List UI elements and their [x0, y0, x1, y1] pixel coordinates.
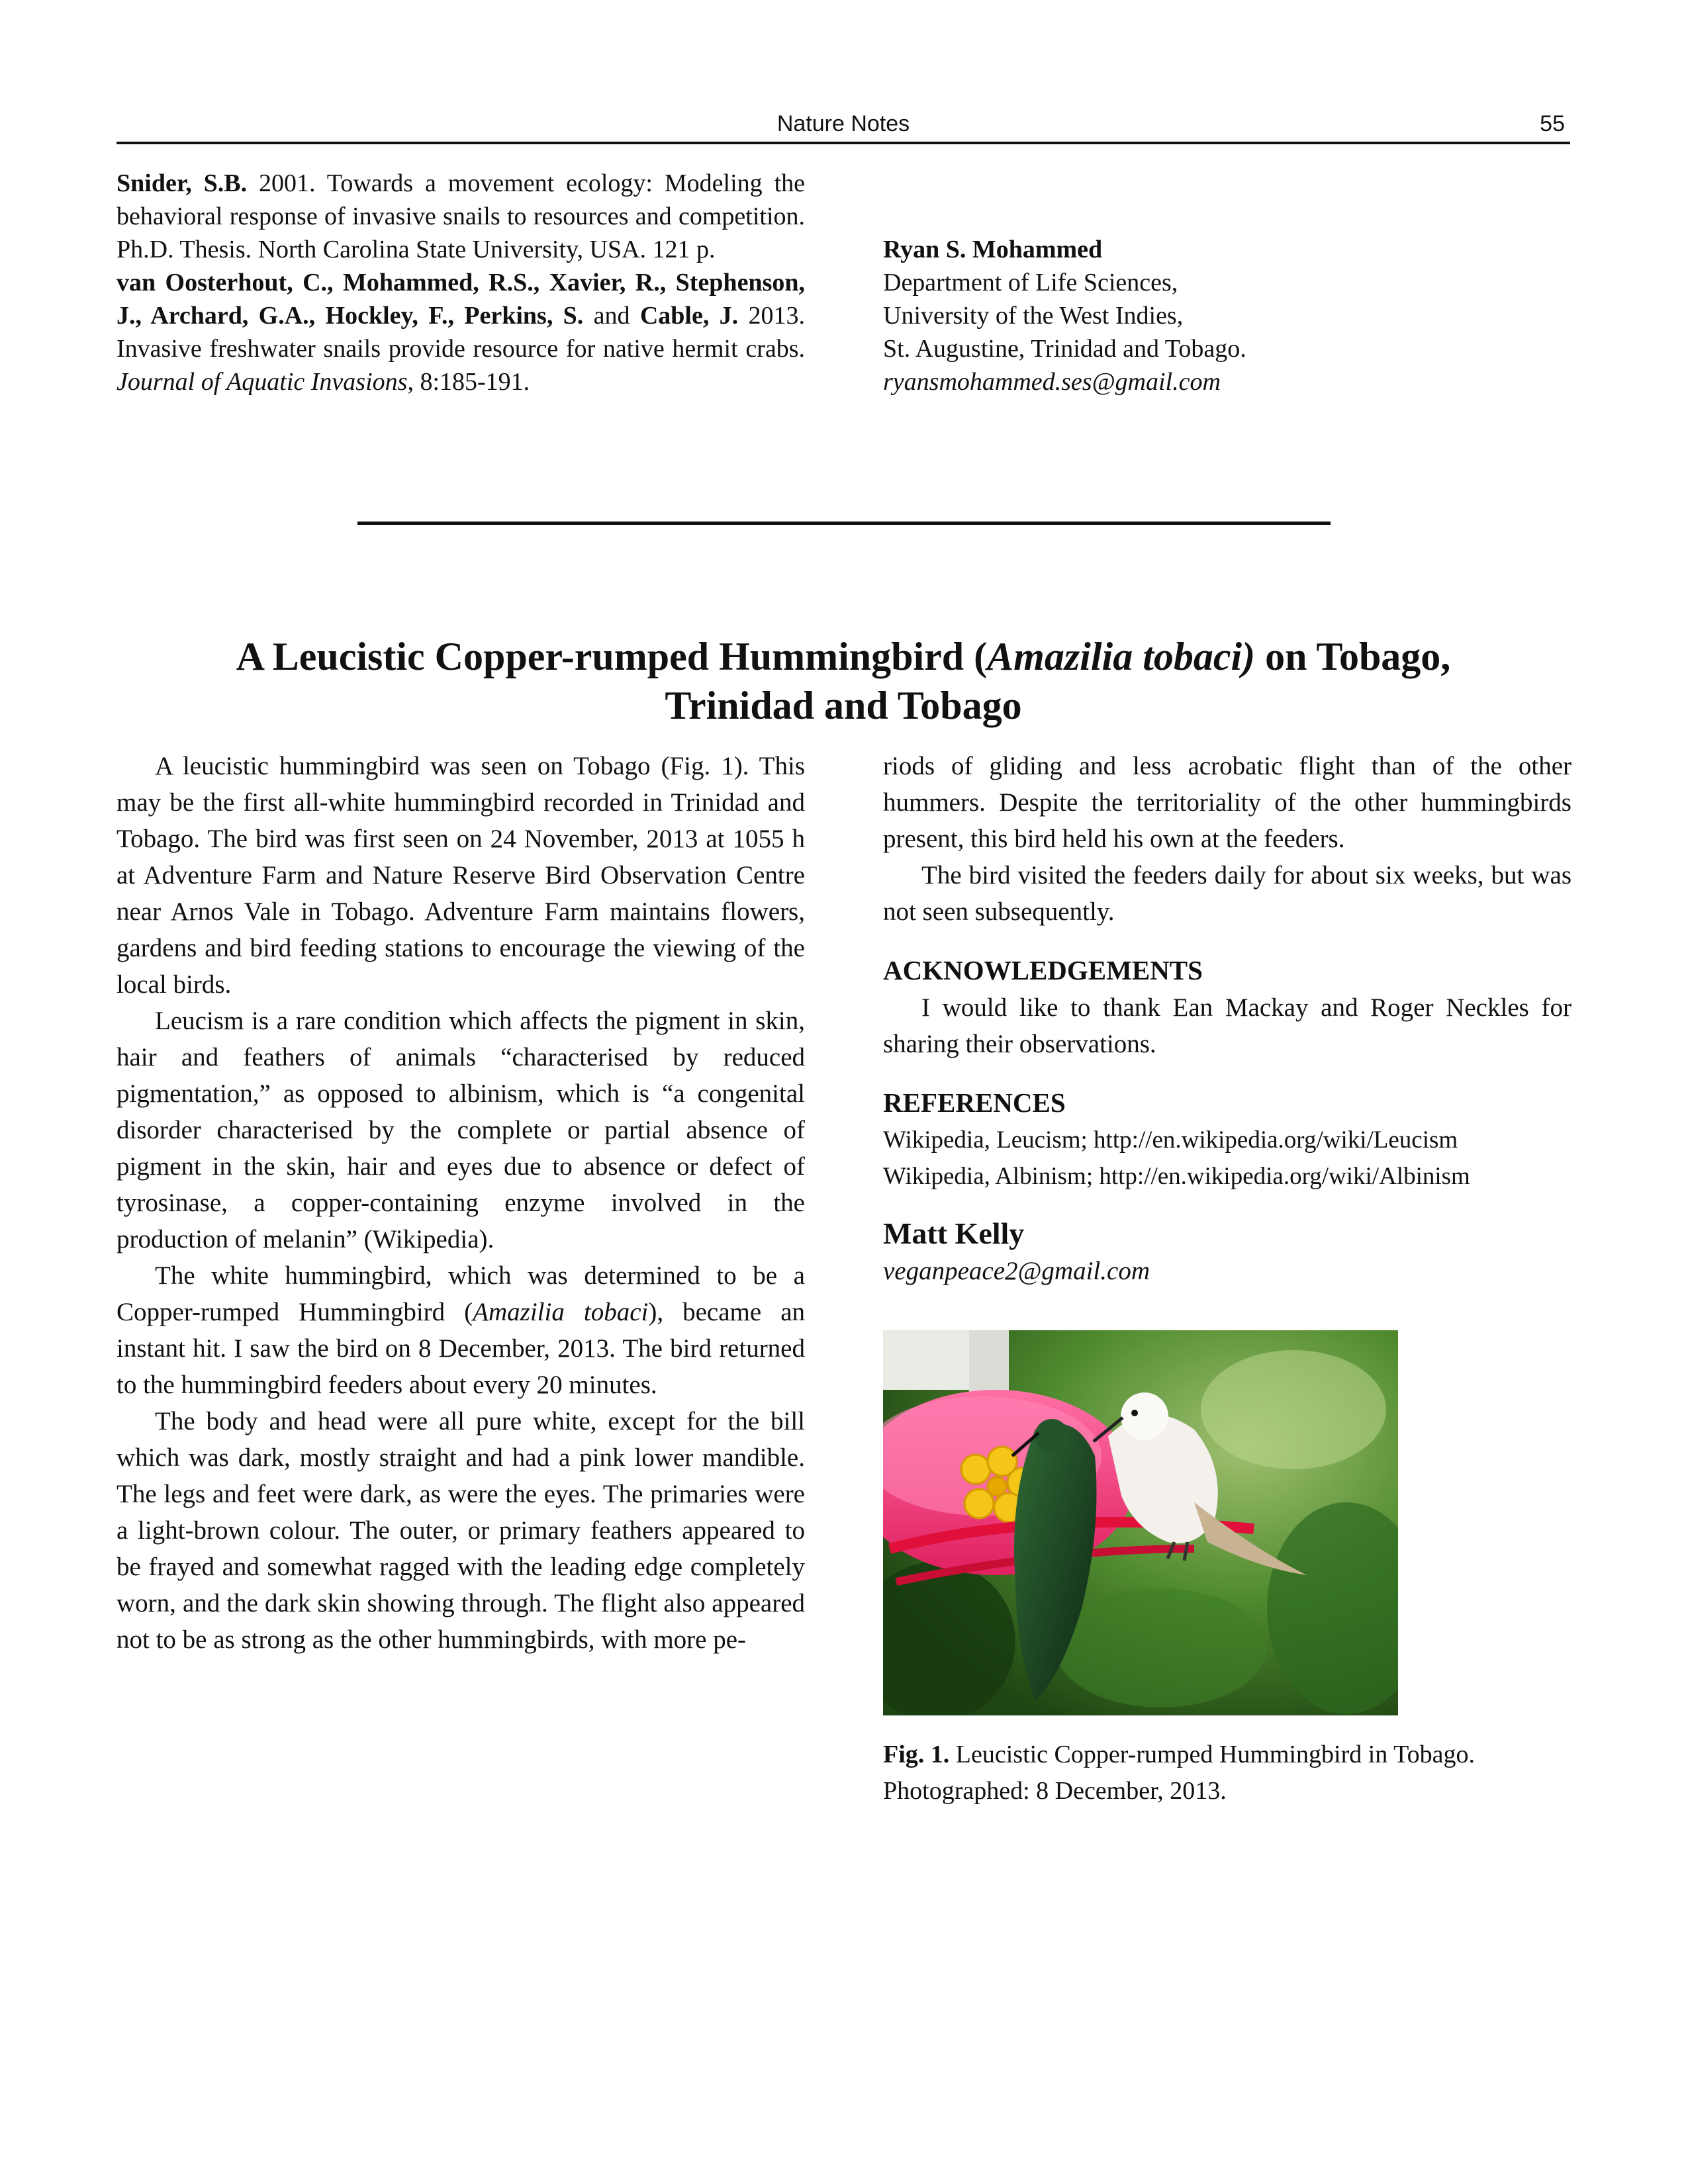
article-title: A Leucistic Copper-rumped Hummingbird (Amazilia tobaci) on Tobago, Trinidad and Tobago: [236, 635, 1451, 727]
figure-1-caption: Fig. 1. Leucistic Copper-rumped Hummingbird in Tobago. Photographed: 8 December, 2013.: [883, 1741, 1476, 1805]
journal-name: Nature Notes: [776, 111, 910, 136]
paragraph-2: Leucism is a rare condition which affects the pigment in skin, hair and feathers of animals “characterised by reduced pigmentation,” as opposed to albinism, which is “a congenital disorder characterised by the complete or partial absence of pigment in the skin, hair and eyes due to absence or defect of tyrosinase, a copper-containing enzyme involved in the production of melanin” (Wikipedia).: [117, 1007, 805, 1253]
running-header: [117, 111, 1570, 144]
paragraph-4-end: riods of gliding and less acrobatic flight than of the other hummers. Despite the territoriality of the other hummingbirds present, this bird held his own at the feeders.: [883, 752, 1571, 853]
reference-snider: Snider, S.B. 2001. Towards a movement ecology: Modeling the behavioral response of invasive snails to resources and competition. Ph.D. Thesis. North Carolina State University, USA. 121 p.: [117, 169, 805, 263]
reference-albinism: Wikipedia, Albinism; http://en.wikipedia.org/wiki/Albinism: [883, 1163, 1470, 1190]
paragraph-1: A leucistic hummingbird was seen on Tobago (Fig. 1). This may be the first all-white hummingbird recorded in Trinidad and Tobago. The bird was first seen on 24 November, 2013 at 1055 h at Adventure Farm and Nature Reserve Bird Observation Centre near Arnos Vale in Tobago. Adventure Farm maintains flowers, gardens and bird feeding stations to encourage the viewing of the local birds.: [117, 752, 805, 999]
previous-author-block: [883, 167, 1571, 398]
reference-leucism: Wikipedia, Leucism; http://en.wikipedia.org/wiki/Leucism: [883, 1126, 1458, 1154]
continued-reference-spacer: [883, 167, 1571, 233]
body-left-column: [117, 748, 805, 1658]
references-heading: REFERENCES: [883, 1087, 1066, 1118]
previous-author-dept: Department of Life Sciences,: [883, 269, 1178, 296]
article-separator-rule: [357, 522, 1331, 525]
paragraph-4-start: The body and head were all pure white, except for the bill which was dark, mostly straight and had a pink lower mandible. The legs and feet were dark, as were the eyes. The primaries were a light-brown colour. The outer, or primary feathers appeared to be frayed and somewhat ragged with the leading edge completely worn, and the dark skin showing through. The flight also appeared not to be as strong as the other hummingbirds, with more pe-: [117, 1407, 805, 1654]
hummingbird-photo: [883, 1330, 1398, 1715]
author-email: veganpeace2@gmail.com: [883, 1257, 1150, 1285]
author-name: Matt Kelly: [883, 1216, 1025, 1250]
reference-van-oosterhout: van Oosterhout, C., Mohammed, R.S., Xavier, R., Stephenson, J., Archard, G.A., Hockley, F., Perkins, S. and Cable, J. 2013. Invasive freshwater snails provide resource for native hermit crabs. Journal of Aquatic Invasions, 8:185-191.: [117, 269, 806, 396]
paragraph-5: The bird visited the feeders daily for about six weeks, but was not seen subsequently.: [883, 861, 1571, 926]
body-right-column: [883, 748, 1571, 1289]
acknowledgements-text: I would like to thank Ean Mackay and Roger Neckles for sharing their observations.: [883, 993, 1571, 1058]
paragraph-3: The white hummingbird, which was determined to be a Copper-rumped Hummingbird (Amazilia tobaci), became an instant hit. I saw the bird on 8 December, 2013. The bird returned to the hummingbird feeders about every 20 minutes.: [117, 1261, 805, 1399]
figure-1-photo: [883, 1330, 1398, 1715]
previous-author-place: St. Augustine, Trinidad and Tobago.: [883, 335, 1246, 363]
previous-author-university: University of the West Indies,: [883, 302, 1184, 330]
acknowledgements-heading: ACKNOWLEDGEMENTS: [883, 955, 1203, 985]
previous-author-email: ryansmohammed.ses@gmail.com: [883, 368, 1221, 396]
page-number: 55: [1540, 111, 1565, 136]
previous-references-left: [117, 167, 805, 398]
previous-author-name: Ryan S. Mohammed: [883, 236, 1103, 263]
